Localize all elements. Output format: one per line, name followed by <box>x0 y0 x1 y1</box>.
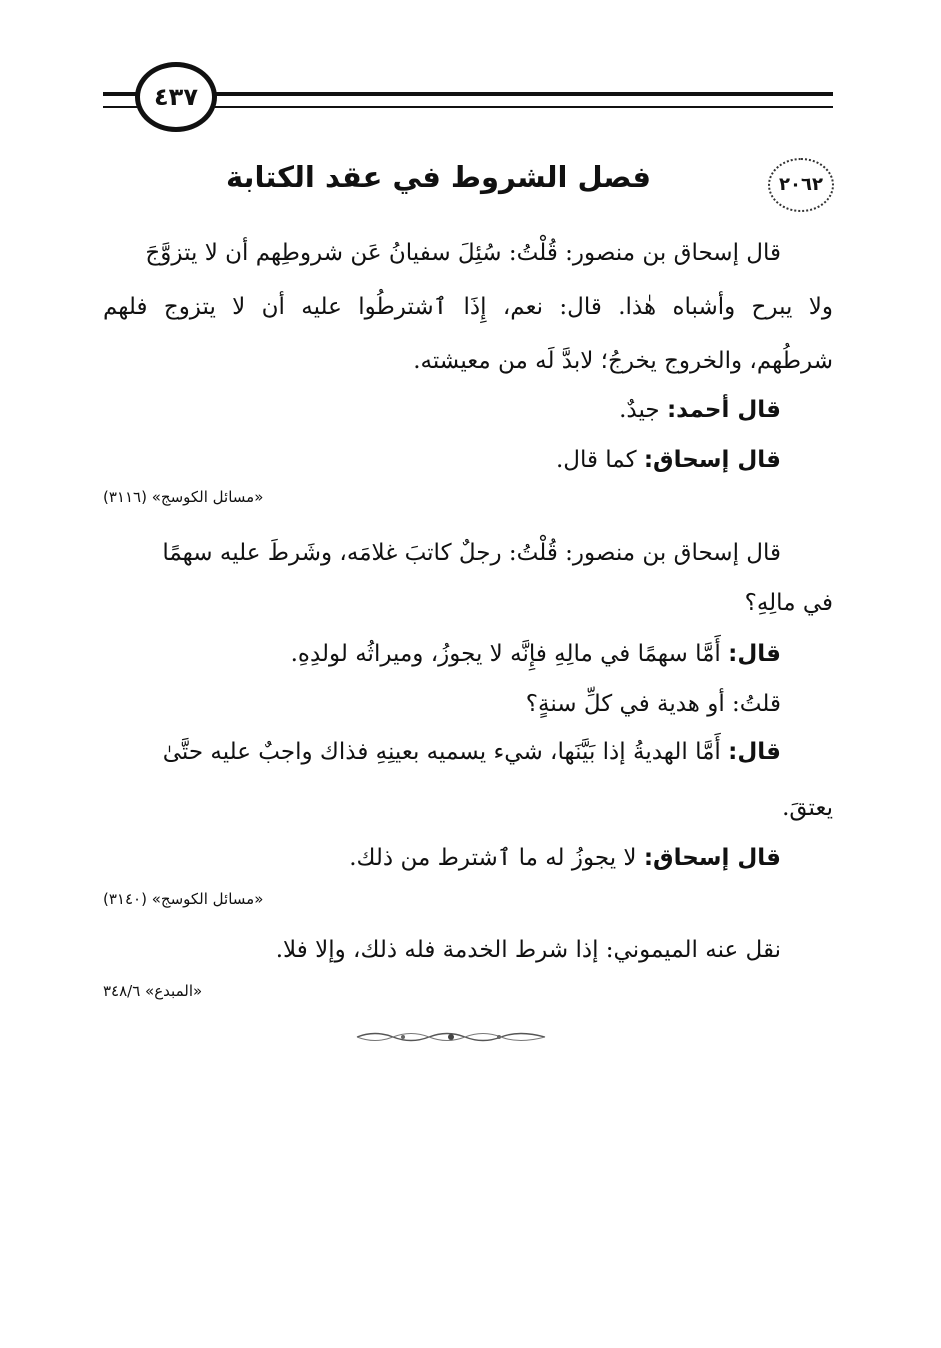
section-number-badge: ٢٠٦٢ <box>768 158 834 212</box>
answer-gift <box>163 739 781 765</box>
speaker-label: قال أحمد: <box>666 397 781 423</box>
answer-ishaq-2 <box>349 845 781 871</box>
question-gift: قلتُ: أو هدية في كلِّ سنةٍ؟ <box>525 691 781 717</box>
p2-line-2: في مالِهِ؟ <box>744 590 833 616</box>
p1-line-3: شرطُهم، والخروج يخرجُ؛ لابدَّ لَه من معيشته. <box>413 348 833 374</box>
answer-gift-continued: يعتقَ. <box>782 795 833 821</box>
answer-share <box>291 641 781 667</box>
p3-line: نقل عنه الميموني: إذا شرط الخدمة فله ذلك، وإلا فلا. <box>275 937 781 963</box>
page-number: ٤٣٧ <box>135 62 217 132</box>
p1-line-1: قال إسحاق بن منصور: قُلْتُ: سُئِلَ سفيانُ عَن شروطِهم أن لا يتزوَّجَ <box>145 240 781 266</box>
speaker-label: قال إسحاق: <box>643 447 781 473</box>
p2-line-1: قال إسحاق بن منصور: قُلْتُ: رجلٌ كاتبَ غلامَه، وشَرطَ عليه سهمًا <box>162 540 781 566</box>
ornament-divider <box>355 1030 547 1044</box>
answer-text: أَمَّا سهمًا في مالِهِ فإِنَّه لا يجوزُ، وميراثُه لولدِهِ. <box>290 641 729 667</box>
header-rule <box>215 92 833 108</box>
answer-text: أَمَّا الهديةُ إذا بَيَّنَها، شيء يسميه بعينِهِ فذاك واجبٌ عليه حتَّىٰ <box>162 739 729 765</box>
source-citation-1: «مسائل الكوسج» (٣١١٦) <box>103 488 264 506</box>
speaker-label: قال: <box>728 641 781 667</box>
answer-text: كما قال. <box>555 447 644 473</box>
speaker-label: قال إسحاق: <box>643 845 781 871</box>
speaker-label: قال: <box>728 739 781 765</box>
answer-text: لا يجوزُ له ما ٱشترط من ذلك. <box>349 845 644 871</box>
answer-text: جيدٌ. <box>619 397 667 423</box>
p1-line-2: ولا يبرح وأشباه هٰذا. قال: نعم، إِذَا ٱشترطُوا عليه أن لا يتزوج فلهم <box>103 294 833 320</box>
source-citation-2: «مسائل الكوسج» (٣١٤٠) <box>103 890 264 908</box>
answer-ishaq <box>556 447 781 473</box>
source-citation-3: «المبدع» ٣٤٨/٦ <box>103 982 203 1000</box>
section-title: فصل الشروط في عقد الكتابة <box>225 160 651 194</box>
answer-ahmad <box>619 397 781 423</box>
